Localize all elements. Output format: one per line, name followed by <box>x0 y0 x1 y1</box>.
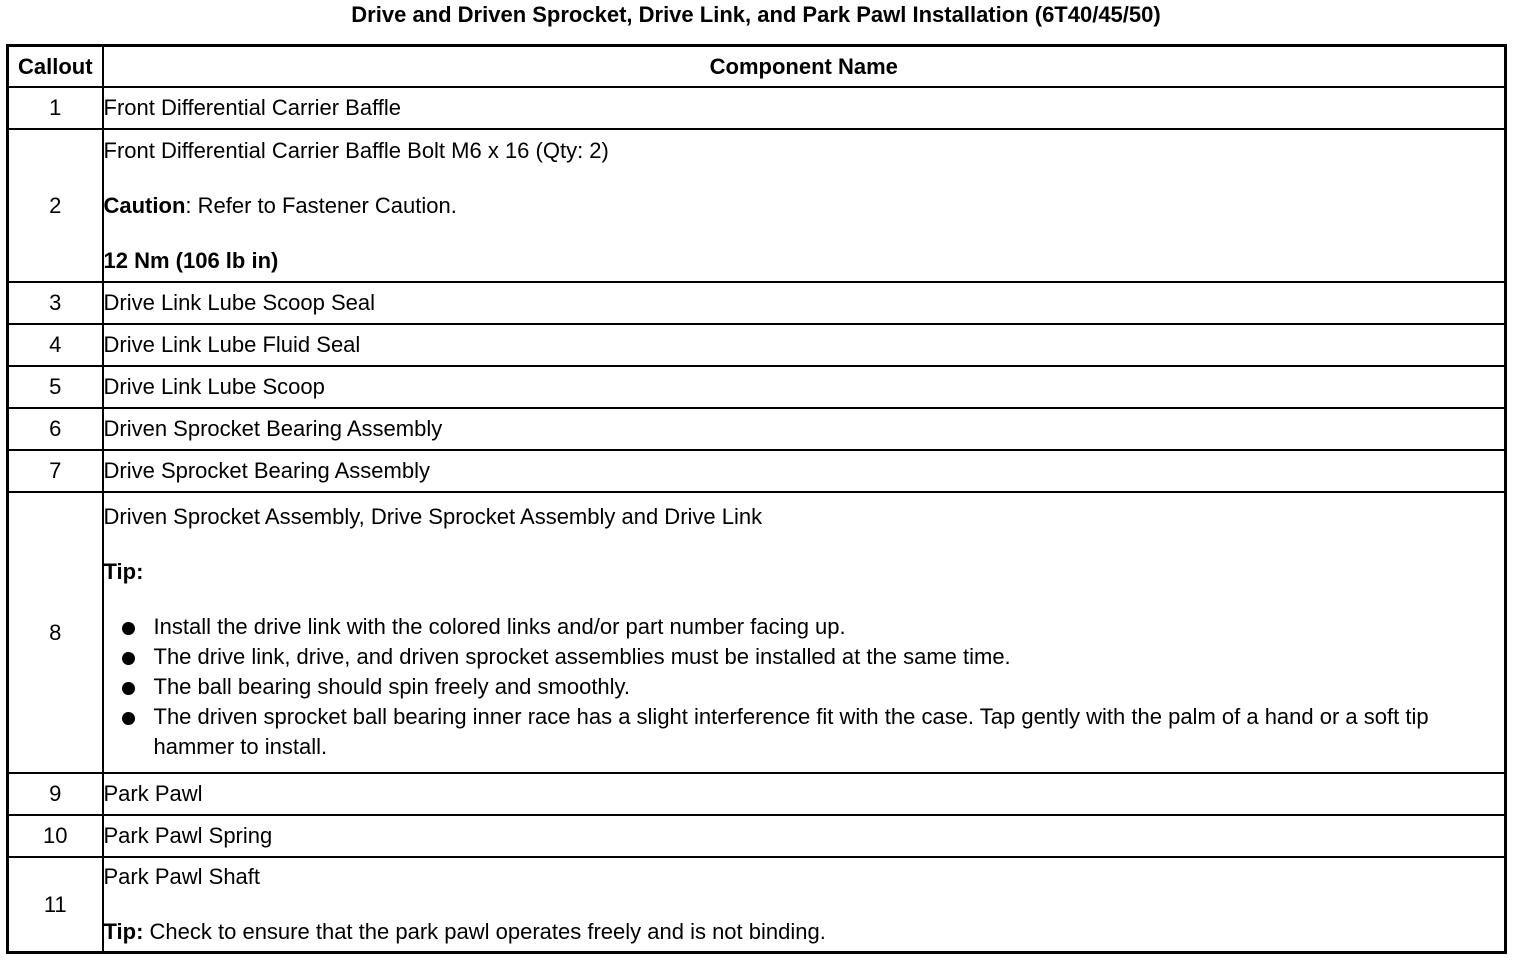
callout-cell: 4 <box>8 324 103 366</box>
tip-note <box>104 919 1505 945</box>
tip-item <box>104 702 1505 762</box>
callout-cell: 9 <box>8 773 103 815</box>
table-header-row <box>8 46 1506 88</box>
callout-cell: 6 <box>8 408 103 450</box>
component-name: Driven Sprocket Assembly, Drive Sprocket Assembly and Drive Link <box>103 503 763 529</box>
table-row <box>8 492 1506 773</box>
component-name-cell <box>103 492 1506 773</box>
tip-text: Install the drive link with the colored links and/or part number facing up. <box>153 613 846 639</box>
component-name-cell: Drive Link Lube Scoop <box>103 366 1506 408</box>
tip-label: Tip: <box>103 919 144 944</box>
tip-item <box>104 612 1505 642</box>
component-name: Park Pawl Shaft <box>103 864 261 889</box>
callout-cell: 8 <box>8 492 103 773</box>
table-row <box>8 857 1506 953</box>
tip-label: Tip: <box>103 558 144 584</box>
component-name-cell: Drive Link Lube Fluid Seal <box>103 324 1506 366</box>
caution-text: : Refer to Fastener Caution. <box>185 192 457 218</box>
tip-text: The drive link, drive, and driven sprocket assemblies must be installed at the same time. <box>153 643 1011 669</box>
tip-text: The driven sprocket ball bearing inner race has a slight interference fit with the case. Tap gently with the palm of a hand or a soft tip hammer to install. <box>153 703 1429 759</box>
page-title: Drive and Driven Sprocket, Drive Link, and Park Pawl Installation (6T40/45/50) <box>351 2 1161 27</box>
component-name: Front Differential Carrier Baffle Bolt M6 x 16 (Qty: 2) <box>103 137 609 163</box>
table-row <box>8 408 1506 450</box>
tip-text: Check to ensure that the park pawl operates freely and is not binding. <box>143 919 826 944</box>
tip-text: The ball bearing should spin freely and smoothly. <box>153 673 631 699</box>
table-row <box>8 129 1506 282</box>
caution-label: Caution <box>103 192 186 218</box>
table-row <box>8 773 1506 815</box>
bullet-icon <box>122 622 135 635</box>
table-row <box>8 324 1506 366</box>
component-name-cell: Park Pawl Spring <box>103 815 1506 857</box>
caution-note <box>104 193 1505 219</box>
component-table <box>6 44 1507 954</box>
tip-item <box>104 672 1505 702</box>
component-name-header: Component Name <box>103 46 1506 88</box>
component-name-cell: Park Pawl <box>103 773 1506 815</box>
callout-cell: 7 <box>8 450 103 492</box>
table-row <box>8 282 1506 324</box>
component-name-cell <box>103 129 1506 282</box>
component-name-cell: Front Differential Carrier Baffle <box>103 87 1506 129</box>
tip-list <box>104 612 1505 762</box>
callout-header: Callout <box>8 46 103 88</box>
callout-cell: 3 <box>8 282 103 324</box>
tip-item <box>104 642 1505 672</box>
bullet-icon <box>122 682 135 695</box>
table-row <box>8 87 1506 129</box>
callout-cell: 11 <box>8 857 103 953</box>
component-name-cell: Drive Sprocket Bearing Assembly <box>103 450 1506 492</box>
callout-cell: 1 <box>8 87 103 129</box>
bullet-icon <box>122 712 135 725</box>
bullet-icon <box>122 652 135 665</box>
callout-cell: 5 <box>8 366 103 408</box>
torque-spec: 12 Nm (106 lb in) <box>103 247 279 273</box>
component-name-cell: Driven Sprocket Bearing Assembly <box>103 408 1506 450</box>
component-name-cell <box>103 857 1506 953</box>
table-row <box>8 450 1506 492</box>
table-row <box>8 815 1506 857</box>
callout-cell: 2 <box>8 129 103 282</box>
callout-cell: 10 <box>8 815 103 857</box>
table-row <box>8 366 1506 408</box>
component-name-cell: Drive Link Lube Scoop Seal <box>103 282 1506 324</box>
